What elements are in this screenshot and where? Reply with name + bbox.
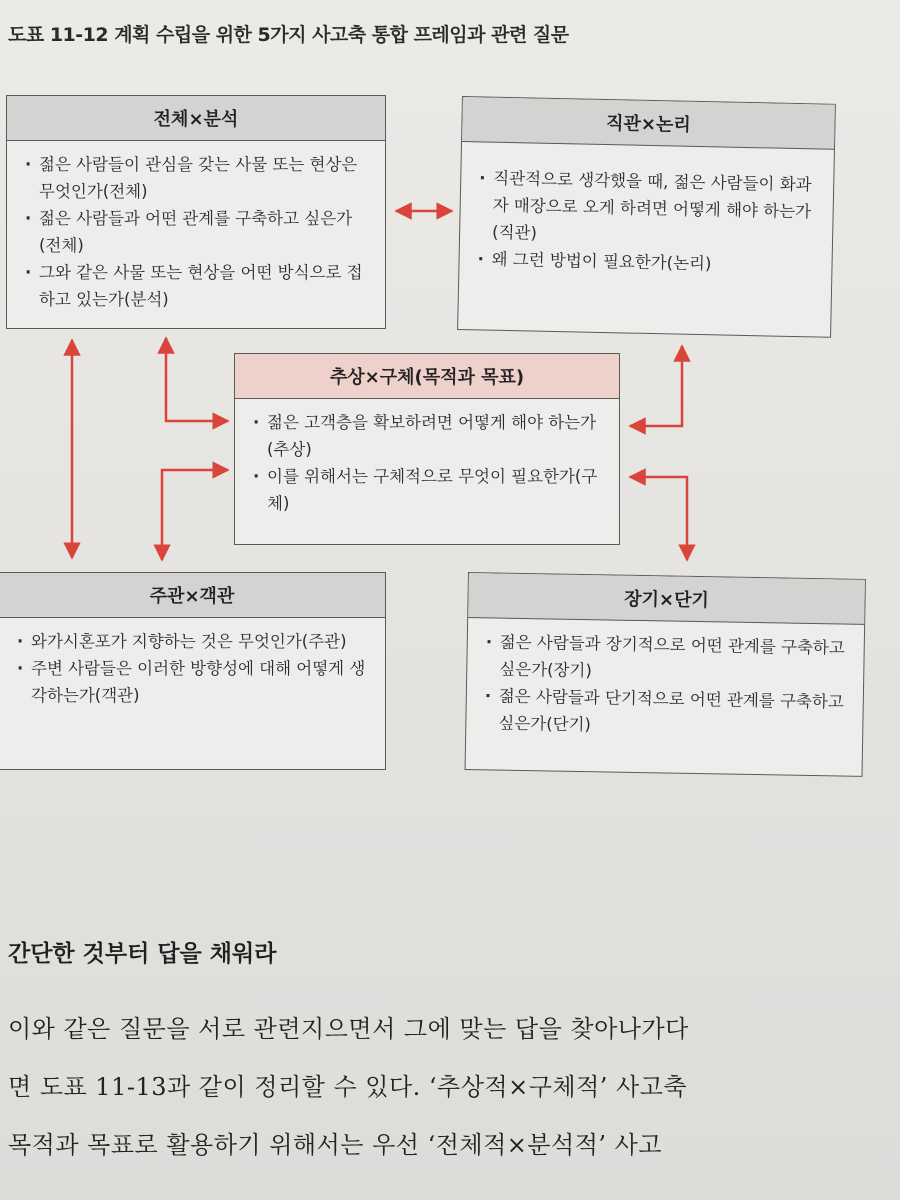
section-heading: 간단한 것부터 답을 채워라 xyxy=(8,941,277,967)
box-header: 추상×구체(목적과 목표) xyxy=(235,354,619,399)
question-item: · 왜 그런 방법이 필요한가(논리) xyxy=(477,245,817,279)
paragraph-line: 이와 같은 질문을 서로 관련지으면서 그에 맞는 답을 찾아나가다 xyxy=(8,1015,689,1043)
box-subjective-objective xyxy=(0,572,386,770)
question-item: · 젊은 사람들이 관심을 갖는 사물 또는 현상은 무엇인가(전체) xyxy=(25,151,371,205)
question-item: · 그와 같은 사물 또는 현상을 어떤 방식으로 접하고 있는가(분석) xyxy=(25,259,371,313)
body-paragraph xyxy=(0,1000,900,1174)
question-item: · 젊은 사람들과 단기적으로 어떤 관계를 구축하고 싶은가(단기) xyxy=(484,682,849,742)
question-list xyxy=(466,618,864,753)
box-abstract-concrete xyxy=(234,353,620,545)
figure-title: 도표 11-12 계획 수립을 위한 5가지 사고축 통합 프레임과 관련 질문 xyxy=(8,24,569,46)
box-header: 직관×논리 xyxy=(462,97,835,150)
paragraph-line: 면 도표 11-13과 같이 정리할 수 있다. ‘추상적×구체적’ 사고축 xyxy=(8,1073,688,1101)
question-item: · 이를 위해서는 구체적으로 무엇이 필요한가(구체) xyxy=(253,463,605,517)
box-header: 전체×분석 xyxy=(7,96,385,141)
question-item: · 젊은 고객층을 확보하려면 어떻게 해야 하는가(추상) xyxy=(253,409,605,463)
question-list xyxy=(459,142,834,290)
question-item: · 주변 사람들은 이러한 방향성에 대해 어떻게 생각하는가(객관) xyxy=(17,655,371,709)
box-header: 장기×단기 xyxy=(468,573,865,625)
box-whole-analysis xyxy=(6,95,386,329)
question-list xyxy=(235,399,619,527)
question-item: · 젊은 사람들과 어떤 관계를 구축하고 싶은가(전체) xyxy=(25,205,371,259)
question-list xyxy=(0,618,385,719)
question-list xyxy=(7,141,385,323)
question-item: · 젊은 사람들과 장기적으로 어떤 관계를 구축하고 싶은가(장기) xyxy=(485,628,850,688)
paragraph-line: 목적과 목표로 활용하기 위해서는 우선 ‘전체적×분석적’ 사고 xyxy=(8,1131,663,1159)
question-item: · 와가시혼포가 지향하는 것은 무엇인가(주관) xyxy=(17,628,371,655)
box-long-short-term xyxy=(465,572,866,777)
question-item: · 직관적으로 생각했을 때, 젊은 사람들이 화과자 매장으로 오게 하려면 어떻게 해야 하는가(직관) xyxy=(478,164,820,252)
box-header: 주관×객관 xyxy=(0,573,385,618)
box-intuition-logic xyxy=(457,96,836,338)
